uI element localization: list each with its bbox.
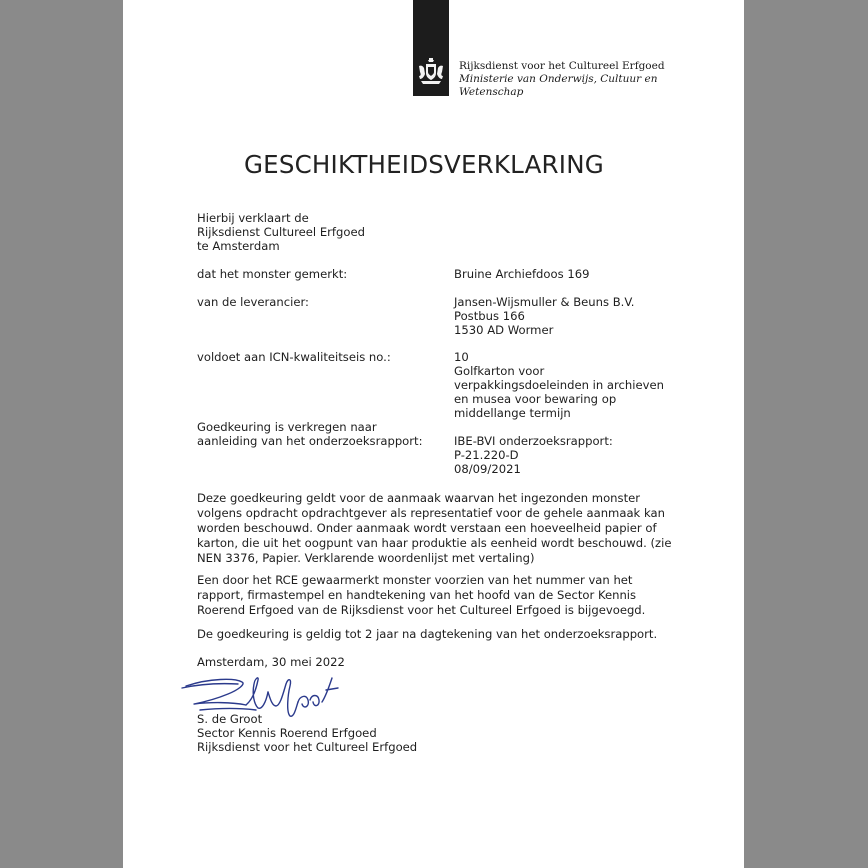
paragraph-validity-scope	[197, 491, 672, 566]
paragraph-1-line-4: karton, die uit het oogpunt van haar produktie als eenheid wordt beschouwd. (zie	[197, 536, 672, 550]
paragraph-1-line-3: worden beschouwd. Onder aanmaak wordt verstaan een hoeveelheid papier of	[197, 521, 657, 535]
sample-value: Bruine Archiefdoos 169	[454, 267, 590, 281]
sample-label: dat het monster gemerkt:	[197, 267, 348, 281]
signatory-organization: Rijksdienst voor het Cultureel Erfgoed	[197, 740, 418, 754]
paragraph-2-line-2: rapport, firmastempel en handtekening van het hoofd van de Sector Kennis	[197, 588, 637, 602]
royal-coat-of-arms-icon	[415, 56, 447, 88]
paragraph-certified-sample	[197, 573, 667, 618]
quality-line-2: Golfkarton voor	[454, 364, 545, 378]
supplier-label: van de leverancier:	[197, 295, 309, 309]
paragraph-validity-period: De goedkeuring is geldig tot 2 jaar na dagtekening van het onderzoeksrapport.	[197, 627, 658, 641]
org-line-3: Wetenschap	[459, 86, 524, 98]
org-line-1: Rijksdienst voor het Cultureel Erfgoed	[459, 60, 665, 72]
approval-line-2: P-21.220-D	[454, 448, 519, 462]
supplier-line-1: Jansen-Wijsmuller & Beuns B.V.	[454, 295, 635, 309]
approval-line-1: IBE-BVI onderzoeksrapport:	[454, 434, 613, 448]
paragraph-1-line-5: NEN 3376, Papier. Verklarende woordenlijst met vertaling)	[197, 551, 535, 565]
signatory-department: Sector Kennis Roerend Erfgoed	[197, 726, 377, 740]
org-line-2: Ministerie van Onderwijs, Cultuur en	[459, 73, 658, 85]
intro-line-3: te Amsterdam	[197, 239, 280, 253]
logo-bar	[413, 0, 449, 96]
quality-line-1: 10	[454, 350, 469, 364]
supplier-line-3: 1530 AD Wormer	[454, 323, 554, 337]
quality-line-5: middellange termijn	[454, 406, 571, 420]
approval-label-line-2: aanleiding van het onderzoeksrapport:	[197, 434, 423, 448]
intro-line-2: Rijksdienst Cultureel Erfgoed	[197, 225, 365, 239]
paragraph-1-line-1: Deze goedkeuring geldt voor de aanmaak waarvan het ingezonden monster	[197, 491, 641, 505]
quality-line-4: en musea voor bewaring op	[454, 392, 617, 406]
paragraph-2-line-1: Een door het RCE gewaarmerkt monster voorzien van het nummer van het	[197, 573, 633, 587]
place-date: Amsterdam, 30 mei 2022	[197, 655, 345, 669]
paragraph-2-line-3: Roerend Erfgoed van de Rijksdienst voor het Cultureel Erfgoed is bijgevoegd.	[197, 603, 646, 617]
approval-label-line-1: Goedkeuring is verkregen naar	[197, 420, 377, 434]
paragraph-1-line-2: volgens opdracht opdrachtgever als representatief voor de gehele aanmaak kan	[197, 506, 665, 520]
quality-label: voldoet aan ICN-kwaliteitseis no.:	[197, 350, 391, 364]
signatory-name: S. de Groot	[197, 712, 263, 726]
quality-line-3: verpakkingsdoeleinden in archieven	[454, 378, 664, 392]
document-title: GESCHIKTHEIDSVERKLARING	[244, 150, 604, 179]
approval-line-3: 08/09/2021	[454, 462, 521, 476]
organization-name	[459, 60, 665, 99]
intro-line-1: Hierbij verklaart de	[197, 211, 309, 225]
supplier-line-2: Postbus 166	[454, 309, 525, 323]
